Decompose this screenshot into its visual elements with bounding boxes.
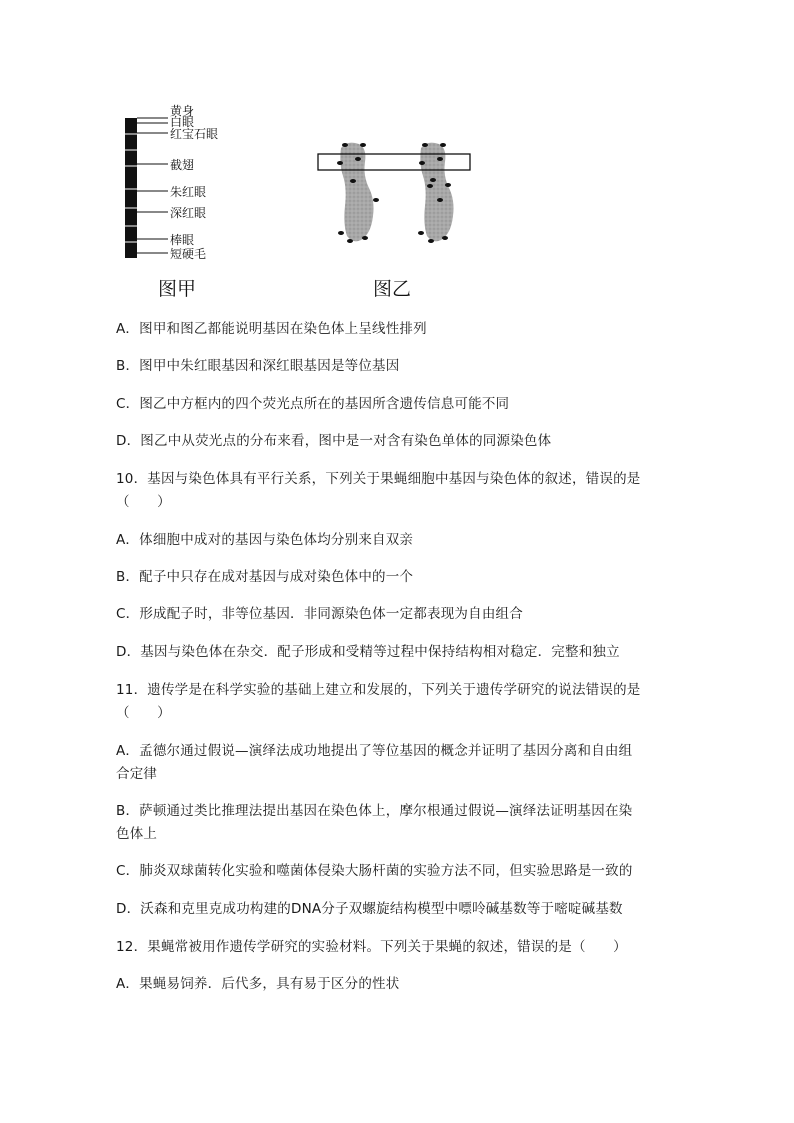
fig-a-title: 图甲: [158, 278, 197, 300]
question-11-stem: 11．遗传学是在科学实验的基础上建立和发展的，下列关于遗传学研究的说法错误的是: [116, 682, 641, 698]
option-12a: A．果蝇易饲养．后代多，具有易于区分的性状: [116, 976, 400, 992]
option-10d: D．基因与染色体在杂交．配子形成和受精等过程中保持结构相对稳定．完整和独立: [116, 644, 620, 660]
option-10c: C．形成配子时，非等位基因．非同源染色体一定都表现为自由组合: [116, 606, 523, 622]
figure-area: [118, 96, 488, 301]
question-10-paren: （ ）: [116, 494, 171, 510]
fluorescent-chromosome-figure: [313, 96, 483, 266]
option-9d: D．图乙中从荧光点的分布来看，图中是一对含有染色单体的同源染色体: [116, 433, 552, 449]
question-11-paren: （ ）: [116, 705, 171, 721]
option-9b: B．图甲中朱红眼基因和深红眼基因是等位基因: [116, 358, 400, 374]
option-11a-cont: 合定律: [116, 766, 158, 782]
option-11b-cont: 色体上: [116, 826, 158, 842]
gene-label-bar-eye: 棒眼: [170, 233, 195, 247]
gene-label-ruby-eye: 红宝石眼: [170, 127, 219, 141]
option-10a: A．体细胞中成对的基因与染色体均分别来自双亲: [116, 532, 414, 548]
chromosome-bar: [125, 118, 137, 258]
option-9a: A．图甲和图乙都能说明基因在染色体上呈线性排列: [116, 321, 427, 337]
gene-label-short-bristle: 短硬毛: [170, 247, 207, 261]
gene-label-deep-red-eye: 深红眼: [170, 206, 207, 220]
option-10b: B．配子中只存在成对基因与成对染色体中的一个: [116, 569, 414, 585]
right-chromosome: [420, 143, 453, 242]
question-10-stem: 10．基因与染色体具有平行关系，下列关于果蝇细胞中基因与染色体的叙述，错误的是: [116, 471, 641, 487]
option-9c: C．图乙中方框内的四个荧光点所在的基因所含遗传信息可能不同: [116, 396, 510, 412]
option-11a: A．孟德尔通过假说—演绎法成功地提出了等位基因的概念并证明了基因分离和自由组: [116, 743, 633, 759]
option-11b: B．萨顿通过类比推理法提出基因在染色体上，摩尔根通过假说—演绎法证明基因在染: [116, 803, 633, 819]
gene-label-vermilion-eye: 朱红眼: [170, 185, 207, 199]
option-11c: C．肺炎双球菌转化实验和噬菌体侵染大肠杆菌的实验方法不同，但实验思路是一致的: [116, 863, 633, 879]
question-12-stem: 12．果蝇常被用作遗传学研究的实验材料。下列关于果蝇的叙述，错误的是（ ）: [116, 939, 627, 955]
gene-label-white-eye: 白眼: [170, 115, 195, 129]
fig-b-title: 图乙: [373, 278, 412, 300]
option-11d: D．沃森和克里克成功构建的DNA分子双螺旋结构模型中嘌呤碱基数等于嘧啶碱基数: [116, 901, 623, 917]
gene-label-yellow-body: 黄身: [170, 104, 195, 118]
gene-label-cut-wing: 截翅: [170, 158, 195, 172]
